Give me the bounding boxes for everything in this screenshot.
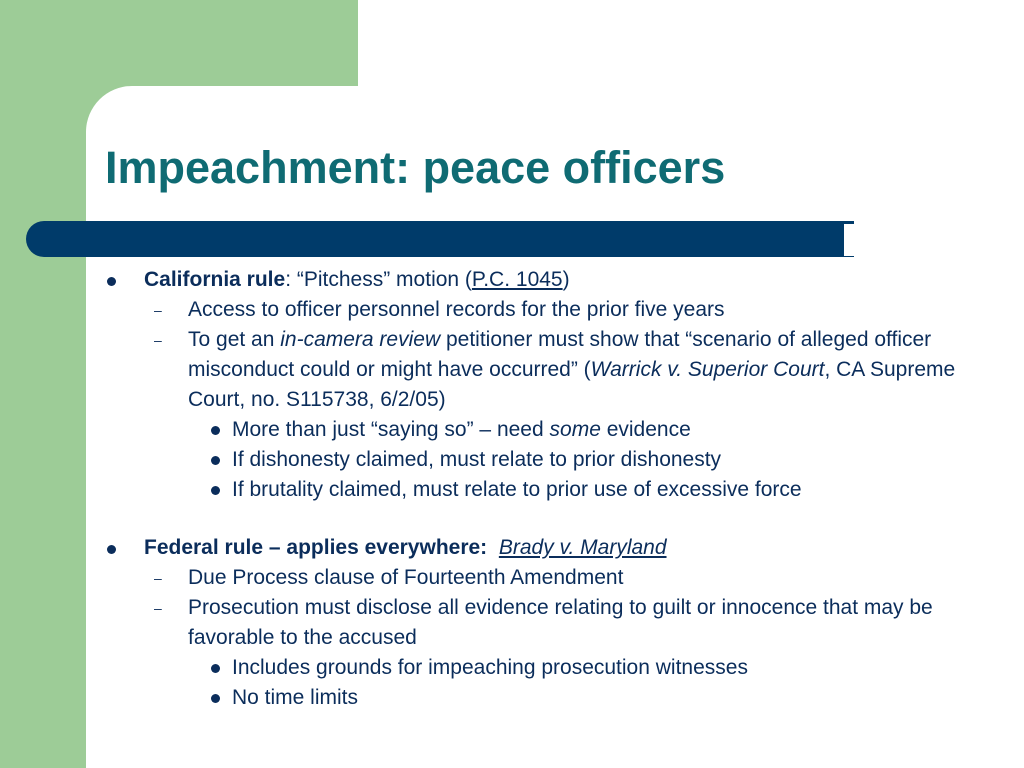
brutality-text: If brutality claimed, must relate to prior use of excessive force: [232, 478, 802, 501]
federal-spacer: [487, 536, 499, 559]
some-evidence-em: some: [549, 418, 601, 441]
bullet-dot-icon: [211, 486, 220, 495]
in-camera-em: in-camera review: [280, 328, 441, 351]
bullet-dot-icon: [107, 545, 116, 554]
bullet-dot-icon: [211, 426, 220, 435]
slide-title: Impeachment: peace officers: [105, 142, 726, 193]
in-camera-post: , CA Supreme Court, no. S115738, 6/2/05): [188, 358, 956, 411]
dash-icon: –: [154, 570, 162, 586]
title-underline-bar: [26, 221, 854, 257]
title-bar-end-notch: [844, 224, 854, 256]
dash-icon: –: [154, 600, 162, 616]
california-rule-text: : “Pitchess” motion (: [285, 268, 472, 291]
sub-sub-bullet-dishonesty: [104, 445, 984, 475]
bullet-dot-icon: [211, 694, 220, 703]
dishonesty-text: If dishonesty claimed, must relate to prior dishonesty: [232, 448, 722, 471]
due-process-text: Due Process clause of Fourteenth Amendment: [188, 566, 624, 589]
impeaching-text: Includes grounds for impeaching prosecution witnesses: [232, 656, 748, 679]
sub-sub-bullet-brutality: [104, 475, 984, 505]
some-evidence-post: evidence: [600, 418, 691, 441]
sub-bullet-due-process: [104, 563, 984, 593]
sub-sub-bullet-time-limits: [104, 683, 984, 713]
sub-bullet-disclose: [104, 593, 984, 653]
brady-link[interactable]: Brady v. Maryland: [498, 536, 667, 559]
slide-body: [104, 265, 984, 713]
some-evidence-pre: More than just “saying so” – need: [232, 418, 550, 441]
bullet-dot-icon: [107, 277, 116, 286]
sub-sub-bullet-impeaching: [104, 653, 984, 683]
pc-1045-link[interactable]: P.C. 1045: [471, 268, 563, 291]
access-text: Access to officer personnel records for the prior five years: [188, 298, 725, 321]
bullet-spacer: [104, 505, 984, 533]
in-camera-pre: To get an: [188, 328, 281, 351]
bullet-california-rule: [104, 265, 984, 295]
bullet-dot-icon: [211, 664, 220, 673]
warrick-case: Warrick v. Superior Court: [590, 358, 825, 381]
sub-bullet-access: [104, 295, 984, 325]
disclose-text: Prosecution must disclose all evidence relating to guilt or innocence that may be favorable to the accused: [188, 596, 933, 649]
time-limits-text: No time limits: [232, 686, 359, 709]
sub-bullet-in-camera: [104, 325, 984, 415]
bullet-dot-icon: [211, 456, 220, 465]
dash-icon: –: [154, 332, 162, 348]
sub-sub-bullet-some-evidence: [104, 415, 984, 445]
bullet-federal-rule: [104, 533, 984, 563]
california-rule-label: California rule: [144, 268, 286, 291]
dash-icon: –: [154, 302, 162, 318]
in-camera-mid: petitioner must show that “scenario of alleged officer misconduct could or might have occurred” (: [188, 328, 932, 381]
federal-rule-label: Federal rule – applies everywhere:: [144, 536, 488, 559]
paren-close: ): [562, 268, 570, 291]
